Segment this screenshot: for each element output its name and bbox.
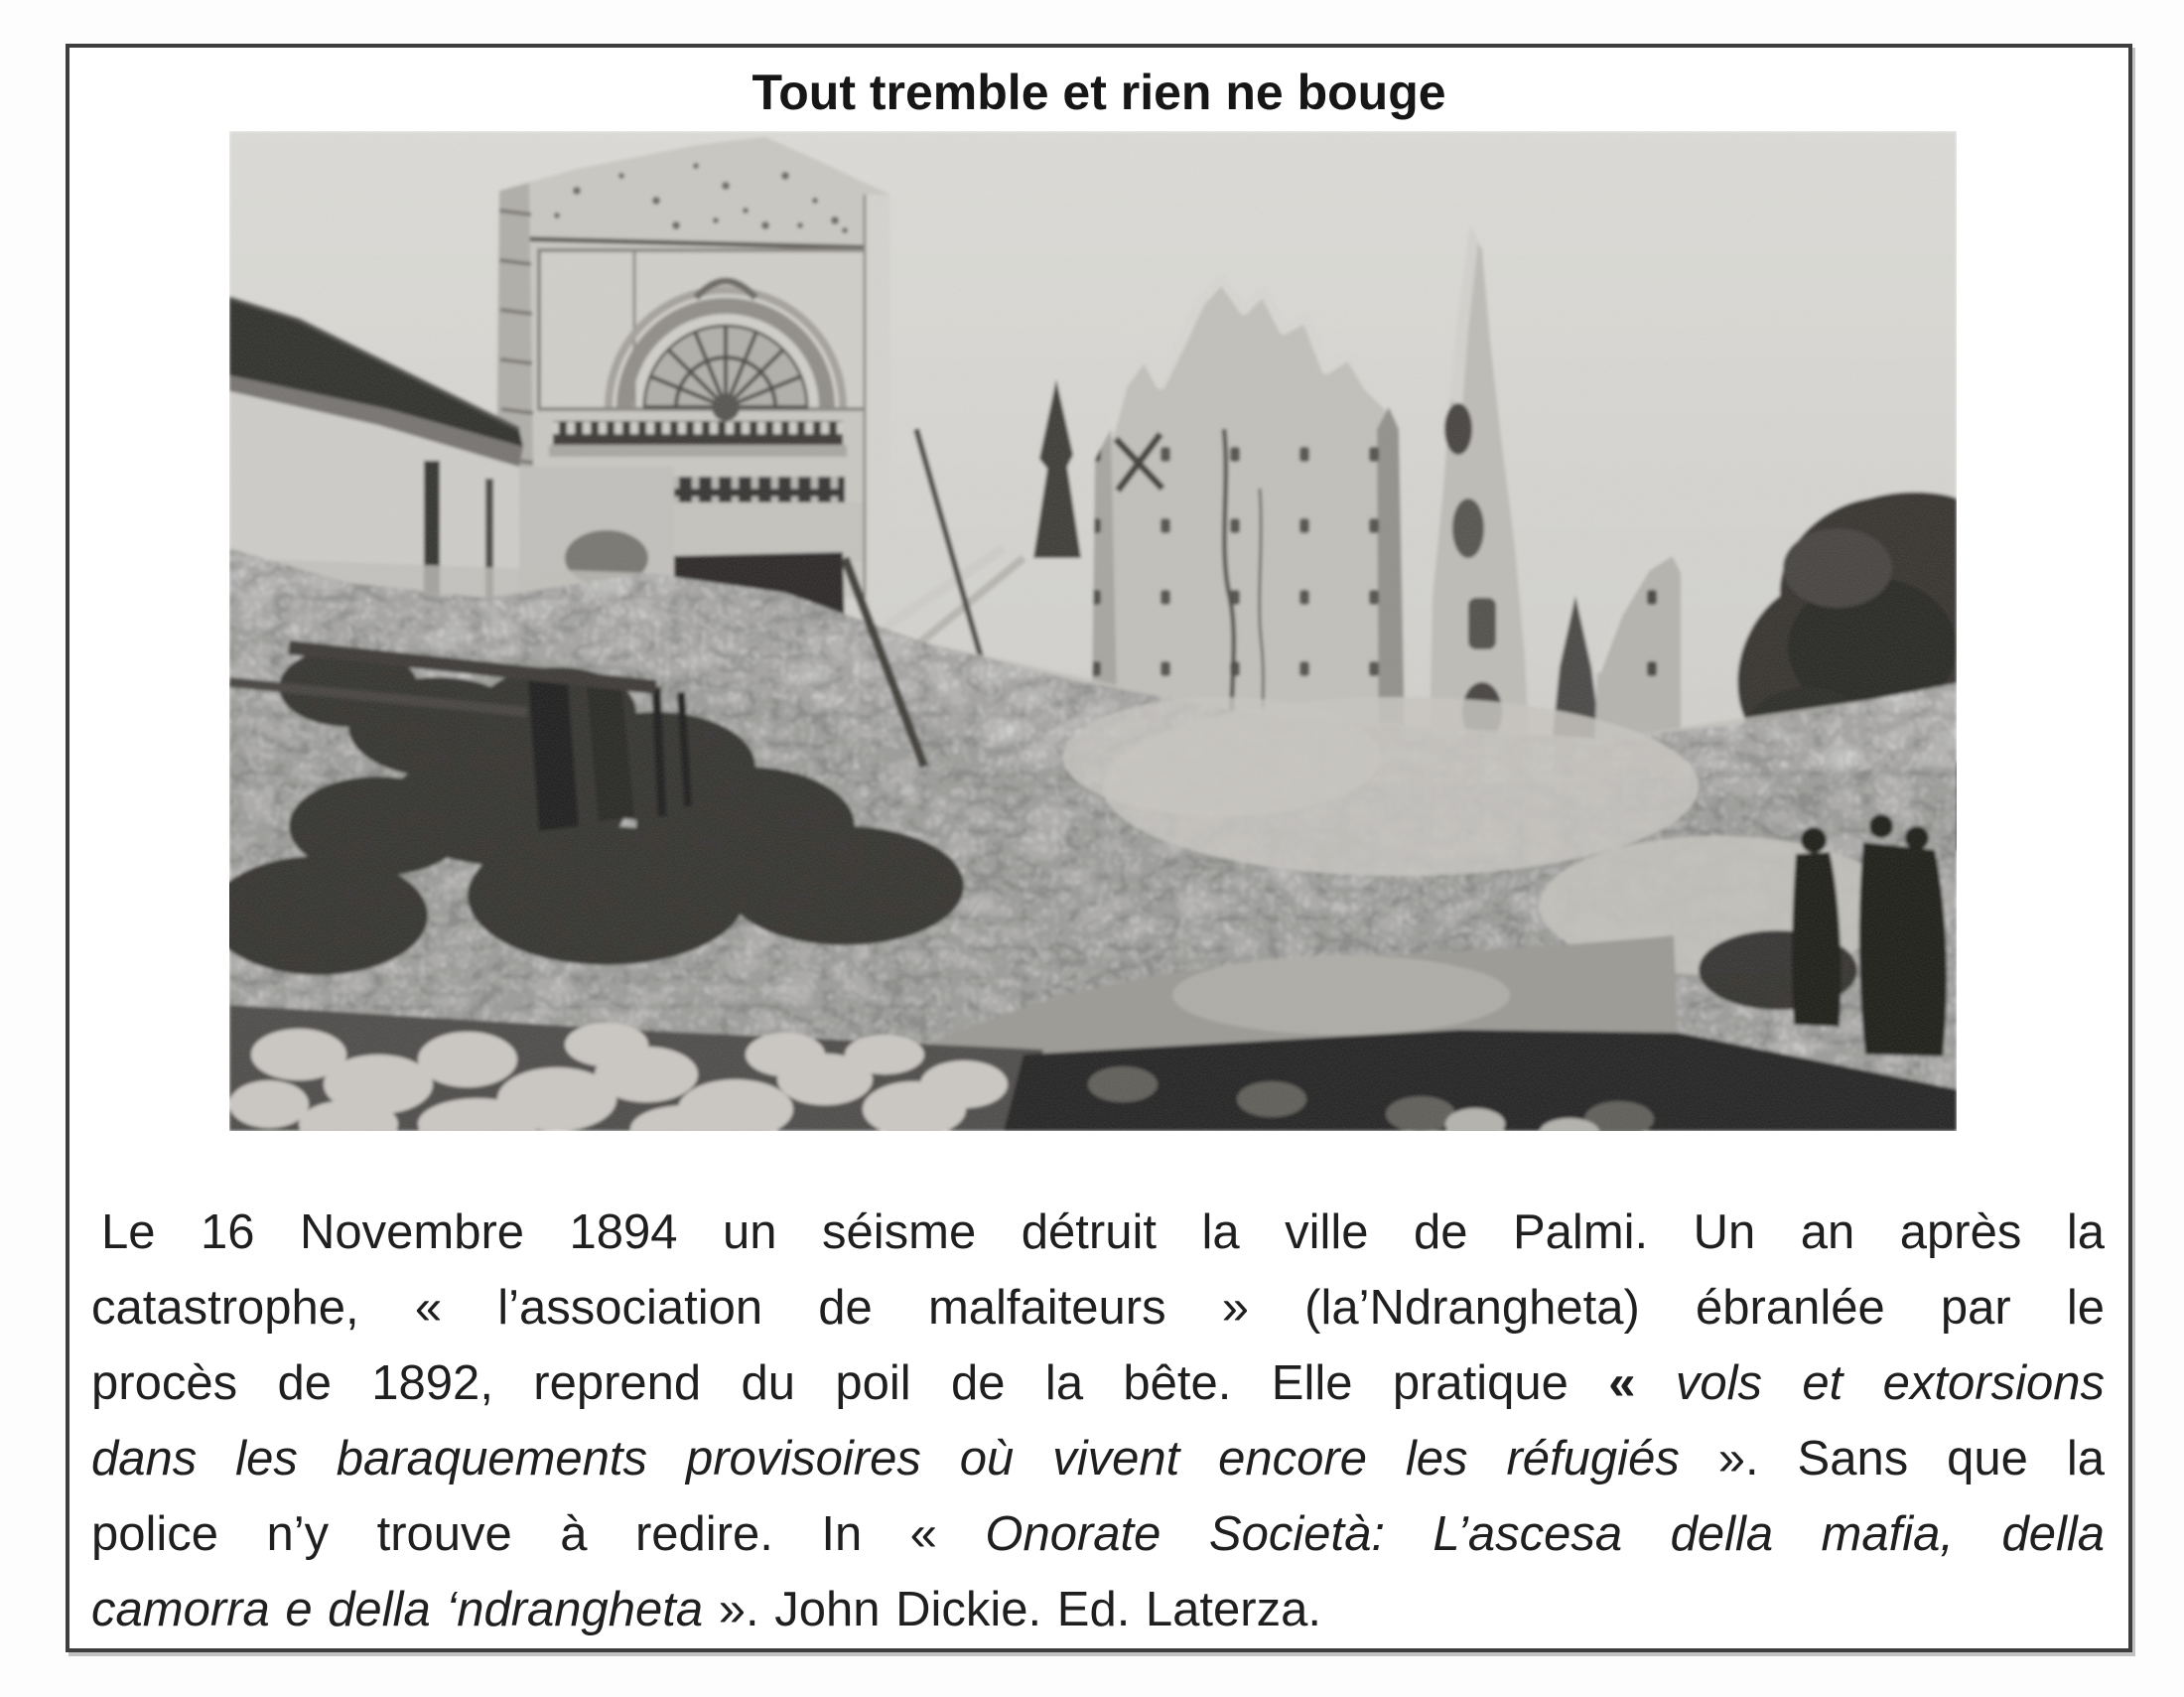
caption-segment: ». Sans que la [1679, 1432, 2106, 1485]
caption-segment: camorra e della ‘ndrangheta [91, 1583, 704, 1636]
caption-line [91, 1195, 2105, 1270]
ruins-photo-svg [229, 131, 1957, 1131]
earthquake-ruins-photo [229, 131, 1957, 1131]
caption-line [91, 1496, 2105, 1572]
photo-grain [229, 131, 1957, 1131]
caption-line [91, 1572, 2105, 1647]
content-frame [66, 44, 2132, 1652]
caption-segment: Onorate Società: L’ascesa della mafia, della [985, 1507, 2105, 1561]
caption-line [91, 1345, 2105, 1421]
caption-segment: police n’y trouve à redire. In « [91, 1507, 986, 1561]
caption-segment: Le 16 Novembre 1894 un séisme détruit la ville de Palmi. Un an après la [101, 1205, 2105, 1259]
document-title: Tout tremble et rien ne bouge [751, 65, 1446, 120]
caption-segment: « [1608, 1356, 1676, 1410]
caption-line [91, 1270, 2105, 1345]
caption-segment: vols et extorsions [1675, 1356, 2105, 1410]
caption-segment: dans les baraquements provisoires où vivent encore les réfugiés [91, 1432, 1680, 1485]
caption-segment: catastrophe, « l’association de malfaiteurs » (la’Ndrangheta) ébranlée par le [91, 1281, 2105, 1335]
caption-segment: procès de 1892, reprend du poil de la bête. Elle pratique [91, 1356, 1609, 1410]
caption-segment: ». John Dickie. Ed. Laterza. [703, 1583, 1321, 1636]
caption-paragraph [91, 1195, 2105, 1647]
caption-line [91, 1421, 2105, 1496]
